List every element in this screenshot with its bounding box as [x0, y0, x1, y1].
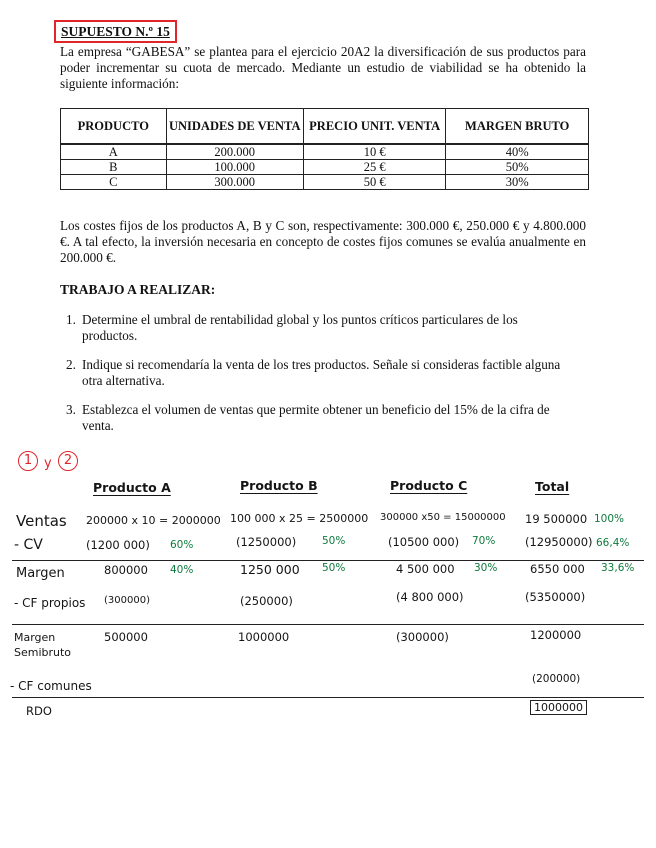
row-label-cf-comunes: - CF comunes	[10, 679, 92, 693]
margen-b: 1250 000	[240, 562, 300, 577]
column-header-total: Total	[535, 479, 570, 494]
row-label-ventas: Ventas	[16, 512, 67, 530]
table-row	[61, 175, 589, 190]
divider-line	[12, 697, 644, 698]
cell: 25 €	[303, 160, 446, 175]
cf-propios-total: (5350000)	[525, 590, 586, 604]
task-number: 2.	[66, 357, 76, 372]
cell: B	[61, 160, 167, 175]
exercise-title: SUPUESTO N.º 15	[54, 20, 177, 43]
product-table	[60, 108, 589, 190]
task-text: Determine el umbral de rentabilidad global y los puntos críticos particulares de los productos.	[82, 312, 518, 343]
cell: C	[61, 175, 167, 190]
table-row	[61, 144, 589, 160]
cell: A	[61, 144, 167, 160]
header-unidades: UNIDADES DE VENTA	[166, 109, 303, 145]
cell: 30%	[446, 175, 589, 190]
divider-line	[12, 624, 644, 625]
margen-total: 6550 000	[530, 562, 585, 576]
margen-c: 4 500 000	[396, 562, 455, 576]
header-producto: PRODUCTO	[61, 109, 167, 145]
cell: 300.000	[166, 175, 303, 190]
margen-semibruto-b: 1000000	[238, 630, 290, 644]
margen-pct-b: 50%	[322, 562, 346, 574]
header-precio: PRECIO UNIT. VENTA	[303, 109, 446, 145]
cv-c: (10500 000)	[388, 535, 460, 549]
column-header-a: Producto A	[93, 480, 171, 495]
row-label-margen-semibruto: Margen Semibruto	[14, 631, 72, 659]
cv-pct-c: 70%	[472, 535, 496, 547]
cv-pct-total: 66,4%	[596, 537, 630, 549]
cell: 10 €	[303, 144, 446, 160]
row-label-cf-propios: - CF propios	[14, 596, 86, 610]
table-header-row	[61, 109, 589, 145]
margen-semibruto-a: 500000	[104, 630, 148, 644]
ventas-b: 100 000 x 25 = 2500000	[230, 512, 369, 525]
divider-line	[12, 560, 644, 561]
ventas-pct: 100%	[594, 513, 625, 525]
header-margen: MARGEN BRUTO	[446, 109, 589, 145]
cell: 50 €	[303, 175, 446, 190]
cv-pct-b: 50%	[322, 535, 346, 547]
circled-number-2: 2	[58, 451, 78, 471]
cf-propios-b: (250000)	[240, 594, 293, 608]
task-item	[66, 402, 574, 434]
circled-number-1: 1	[18, 451, 38, 471]
cell: 100.000	[166, 160, 303, 175]
table-row	[61, 160, 589, 175]
ventas-total: 19 500000	[525, 512, 588, 526]
task-number: 1.	[66, 312, 76, 327]
margen-a: 800000	[104, 563, 148, 577]
margen-semibruto-c: (300000)	[396, 630, 449, 644]
margen-semibruto-total: 1200000	[530, 628, 582, 642]
task-item	[66, 357, 574, 389]
task-text: Establezca el volumen de ventas que permite obtener un beneficio del 15% de la cifra de venta.	[82, 402, 550, 433]
cell: 50%	[446, 160, 589, 175]
costs-paragraph: Los costes fijos de los productos A, B y C son, respectivamente: 300.000 €, 250.000 € y 4.800.000 €. A tal efecto, la inversión necesaria en concepto de costes fijos comunes se evalúa anualmente en 200.000 €.	[60, 218, 586, 265]
intro-paragraph: La empresa “GABESA” se plantea para el ejercicio 20A2 la diversificación de sus productos para poder incrementar su cuota de mercado. Mediante un estudio de viabilidad se ha obtenido la siguiente información:	[60, 44, 586, 91]
cell: 200.000	[166, 144, 303, 160]
row-label-margen: Margen	[16, 566, 65, 581]
cell: 40%	[446, 144, 589, 160]
margen-pct-c: 30%	[474, 562, 498, 574]
cv-b: (1250000)	[236, 535, 297, 549]
tasks-heading: TRABAJO A REALIZAR:	[60, 282, 216, 297]
margen-pct-a: 40%	[170, 564, 194, 576]
margen-pct-total: 33,6%	[601, 562, 635, 574]
cf-propios-a: (300000)	[104, 595, 150, 606]
cv-a: (1200 000)	[86, 538, 150, 552]
task-text: Indique si recomendaría la venta de los tres productos. Señale si consideras factible alguna otra alternativa.	[82, 357, 561, 388]
row-label-cv: - CV	[14, 537, 43, 553]
marker-conjunction: y	[44, 456, 52, 471]
task-number: 3.	[66, 402, 76, 417]
column-header-c: Producto C	[390, 478, 468, 493]
rdo-total: 1000000	[530, 700, 587, 715]
cf-propios-c: (4 800 000)	[396, 590, 464, 604]
ventas-c: 300000 x50 = 15000000	[380, 512, 506, 523]
task-item	[66, 312, 574, 344]
row-label-rdo: RDO	[26, 704, 52, 718]
cf-comunes-total: (200000)	[532, 673, 581, 685]
ventas-a: 200000 x 10 = 2000000	[86, 514, 221, 527]
cv-pct-a: 60%	[170, 539, 194, 551]
column-header-b: Producto B	[240, 478, 318, 493]
cv-total: (12950000)	[525, 535, 593, 549]
